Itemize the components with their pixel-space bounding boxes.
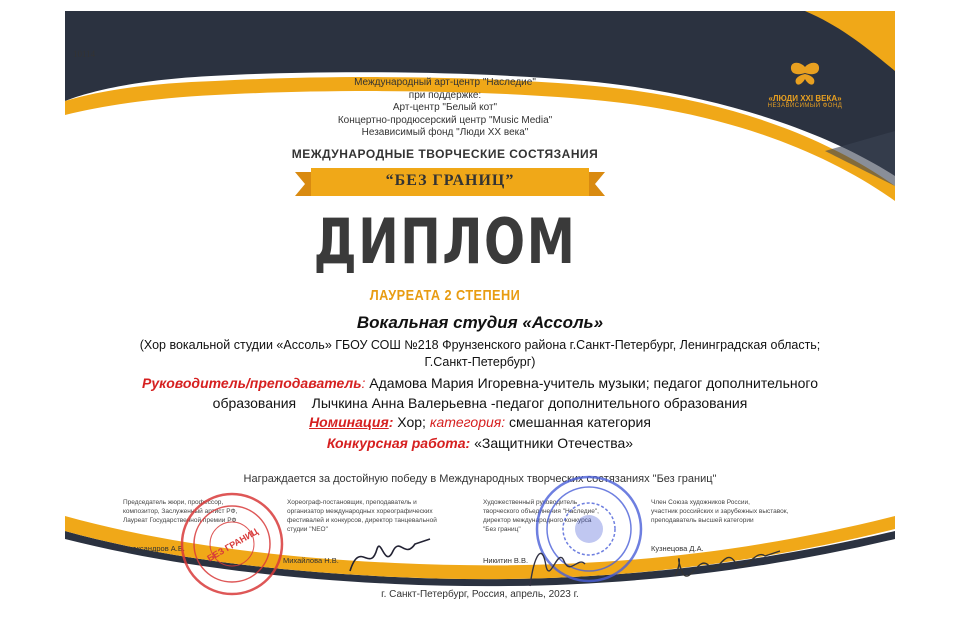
award-text: Награждается за достойную победу в Международных творческих состязаниях "Без границ" [243, 473, 717, 485]
footer-location-date: г. Санкт-Петербург, Россия, апрель, 2023 г. [381, 589, 579, 600]
logo-name: «ЛЮДИ XXI ВЕКА» [768, 94, 842, 103]
support-block [295, 77, 595, 140]
diploma-degree: ЛАУРЕАТА 2 СТЕПЕНИ [369, 287, 521, 304]
support-line: Независимый фонд "Люди XX века" [361, 127, 529, 138]
recipient-name: Вокальная студия «Ассоль» [356, 313, 604, 332]
institution-line: (Хор вокальной студии «Ассоль» ГБОУ СОШ №218 Фрунзенского района г.Санкт-Петербург, Ленинградская область; [139, 338, 821, 352]
work-row: Конкурсная работа: «Защитники Отечества» [326, 435, 634, 451]
signatory-4-name: Кузнецова Д.А. [651, 544, 704, 553]
signatory-4-desc: Член Союза художников России, участник российских и зарубежных выставок, преподаватель высшей категории [651, 499, 789, 524]
category-value: смешанная категория [509, 414, 651, 430]
butterfly-icon [788, 61, 822, 87]
signatory-3-desc: Художественный руководитель творческого объединения "Наследие", директор международного конкурса "Без границ" [483, 499, 599, 533]
nomination-value: Хор; [397, 414, 426, 430]
support-line: при поддержке: [408, 89, 482, 101]
support-line: Арт-центр "Белый кот" [392, 102, 498, 113]
institution-block [65, 337, 895, 371]
signatory-3-name: Никитин В.В. [483, 556, 529, 565]
signature-4 [665, 536, 785, 586]
foundation-logo [755, 61, 855, 109]
stamp-text: БЕЗ ГРАНИЦ [205, 526, 260, 564]
diploma-title: ДИПЛОМ [313, 205, 577, 278]
work-label: Конкурсная работа [326, 435, 466, 451]
category-label: категория [429, 414, 502, 430]
leader-block: Руководитель/преподаватель: Адамова Мария Игоревна-учитель музыки; педагог дополнительного образования Лычкина Анна Валерьевна -педагог дополнительного образования [65, 373, 895, 413]
signature-2 [345, 529, 435, 579]
nomination-row: Номинация: Хор; категория: смешанная категория [309, 414, 651, 430]
support-line: Концертно-продюсерский центр "Music Media" [337, 114, 553, 126]
support-line: Международный арт-центр "Наследие" [354, 77, 536, 88]
signatory-1-name: Александров А.Б. [123, 544, 185, 553]
diploma-page [65, 11, 895, 629]
document-number: 10114 [73, 49, 96, 59]
leader-label: Руководитель/преподаватель [142, 375, 362, 391]
contest-title: МЕЖДУНАРОДНЫЕ ТВОРЧЕСКИЕ СОСТЯЗАНИЯ [291, 147, 599, 161]
logo-subtitle: НЕЗАВИСИМЫЙ ФОНД [767, 103, 843, 109]
leader-text-2: образования Лычкина Анна Валерьевна -педагог дополнительного образования [212, 395, 748, 411]
contest-name: “БЕЗ ГРАНИЦ” [385, 172, 515, 189]
signatory-2-desc: Хореограф-постановщик, преподаватель и организатор международных хореографических фестивалей и конкурсов, директор танцевальной студии "NEO" [287, 499, 437, 533]
signature-3 [520, 536, 590, 591]
nomination-label: Номинация [309, 414, 389, 430]
leader-text: Адамова Мария Игоревна-учитель музыки; педагог дополнительного [369, 375, 818, 391]
institution-line: Г.Санкт-Петербург) [424, 355, 536, 369]
red-stamp [177, 489, 287, 599]
signatory-1-desc: Председатель жюри, профессор, композитор, Заслуженный артист РФ, Лауреат Государственной премии РФ [123, 499, 238, 524]
work-value: «Защитники Отечества» [474, 435, 634, 451]
signatory-2-name: Михайлова Н.В. [283, 556, 339, 565]
